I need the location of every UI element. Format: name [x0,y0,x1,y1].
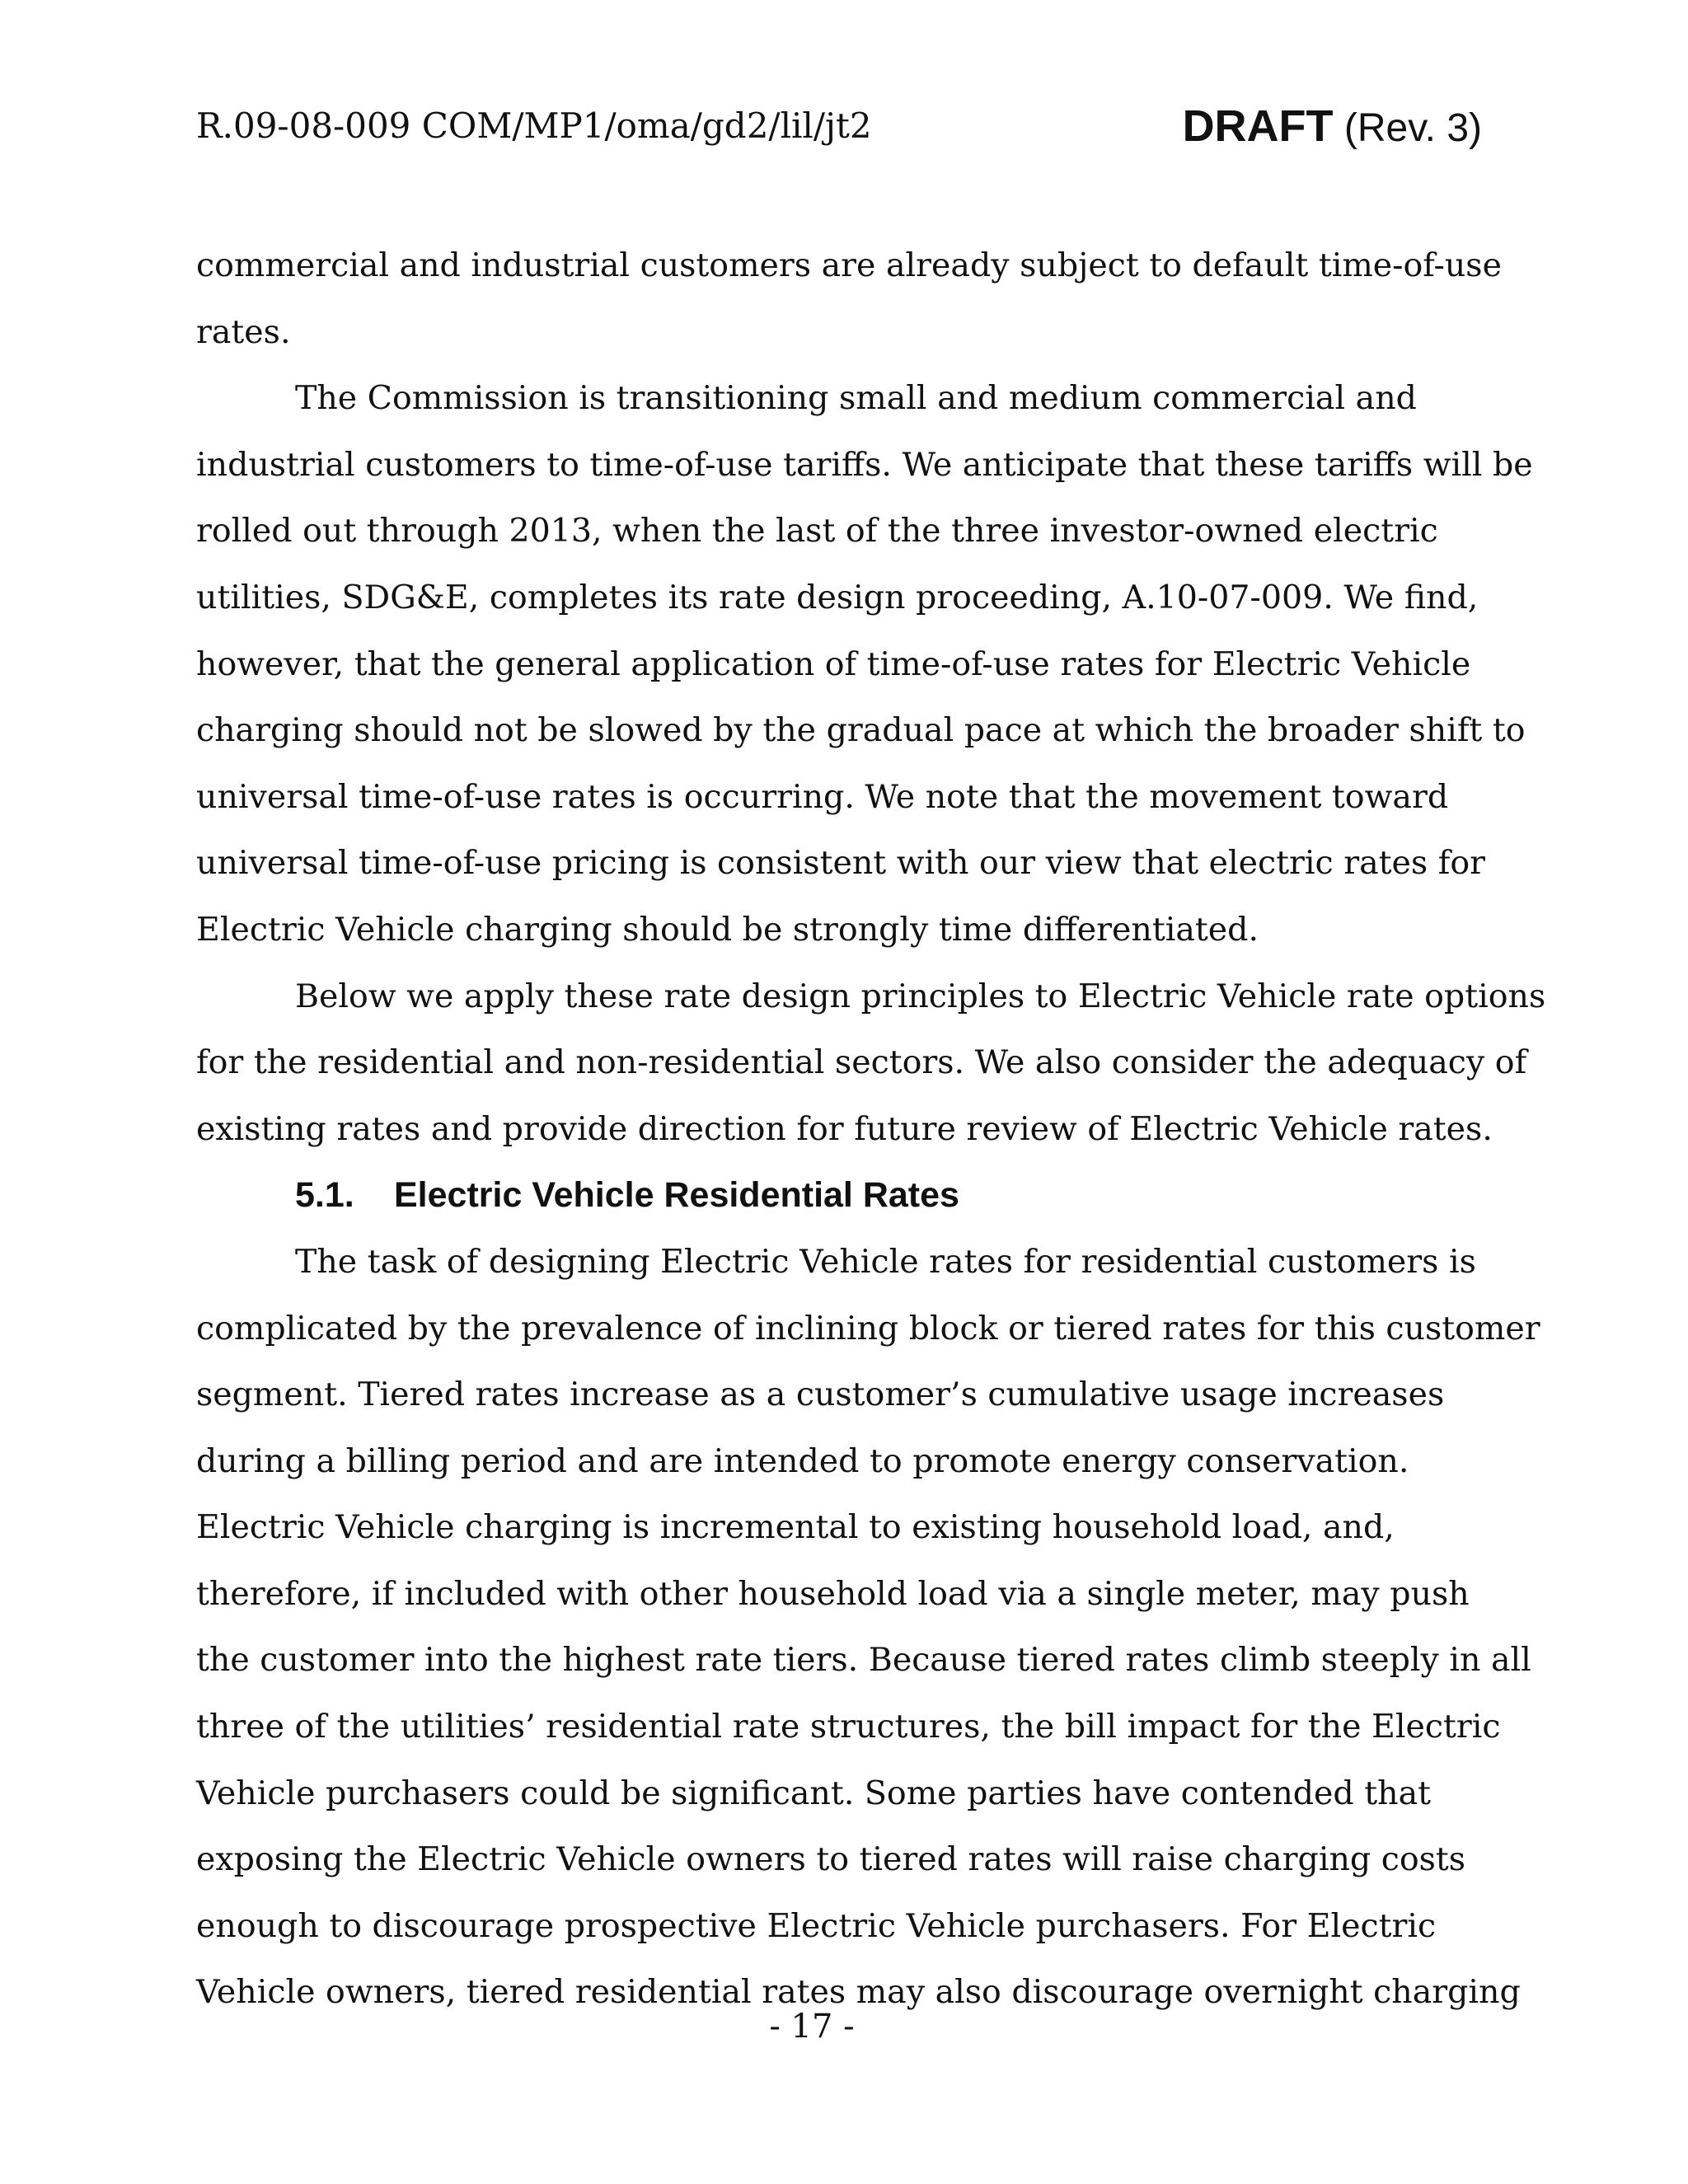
text-line: universal time-of-use rates is occurring. We note that the movement toward [196,777,1449,816]
text-line: complicated by the prevalence of inclining block or tiered rates for this customer [196,1309,1540,1347]
text-line: Electric Vehicle charging should be strongly time differentiated. [196,910,1259,949]
text-line: Below we apply these rate design principles to Electric Vehicle rate options [295,977,1546,1015]
text-line: Vehicle purchasers could be significant. Some parties have contended that [196,1774,1432,1812]
paragraph-4 [196,1229,1540,2026]
paragraph-2 [196,365,1533,963]
page-number: - 17 - [769,2008,855,2046]
text-line: therefore, if included with other household load via a single meter, may push [196,1574,1470,1613]
text-line: utilities, SDG&E, completes its rate design proceeding, A.10-07-009. We find, [196,578,1479,616]
text-line: rates. [196,312,291,351]
draft-stamp [1183,101,1482,152]
text-line: Vehicle owners, tiered residential rates may also discourage overnight charging [196,1973,1521,2012]
docket-number: R.09-08-009 COM/MP1/oma/gd2/lil/jt2 [196,105,872,146]
text-line: however, that the general application of time-of-use rates for Electric Vehicle [196,644,1471,683]
text-line: segment. Tiered rates increase as a customer’s cumulative usage increases [196,1376,1445,1414]
text-line: Electric Vehicle charging is incremental to existing household load, and, [196,1508,1395,1547]
section-title: Electric Vehicle Residential Rates [394,1175,959,1216]
text-line: during a billing period and are intended to promote energy conservation. [196,1441,1409,1480]
page-header [196,101,1482,158]
text-line: exposing the Electric Vehicle owners to tiered rates will raise charging costs [196,1840,1466,1879]
revision-label: (Rev. 3) [1333,106,1482,150]
text-line: industrial customers to time-of-use tariffs. We anticipate that these tariffs will be [196,445,1533,484]
paragraph-1 [196,232,1515,365]
text-line: The task of designing Electric Vehicle rates for residential customers is [295,1242,1476,1281]
text-line: the customer into the highest rate tiers. Because tiered rates climb steeply in all [196,1641,1531,1680]
paragraph-3 [196,963,1546,1163]
section-heading [196,1162,1515,1229]
text-line: three of the utilities’ residential rate structures, the bill impact for the Electric [196,1708,1501,1746]
text-line: commercial and industrial customers are already subject to default time-of-use [196,246,1502,284]
document-body [196,232,1546,2026]
text-line: The Commission is transitioning small and medium commercial and [295,379,1417,418]
text-line: universal time-of-use pricing is consistent with our view that electric rates for [196,844,1486,883]
draft-label: DRAFT [1182,101,1334,151]
section-number: 5.1. [295,1175,354,1216]
text-line: rolled out through 2013, when the last of the three investor-owned electric [196,512,1438,551]
text-line: charging should not be slowed by the gradual pace at which the broader shift to [196,711,1526,750]
text-line: existing rates and provide direction for future review of Electric Vehicle rates. [196,1109,1493,1148]
text-line: enough to discourage prospective Electric Vehicle purchasers. For Electric [196,1906,1437,1945]
text-line: for the residential and non-residential sectors. We also consider the adequacy of [196,1043,1527,1082]
